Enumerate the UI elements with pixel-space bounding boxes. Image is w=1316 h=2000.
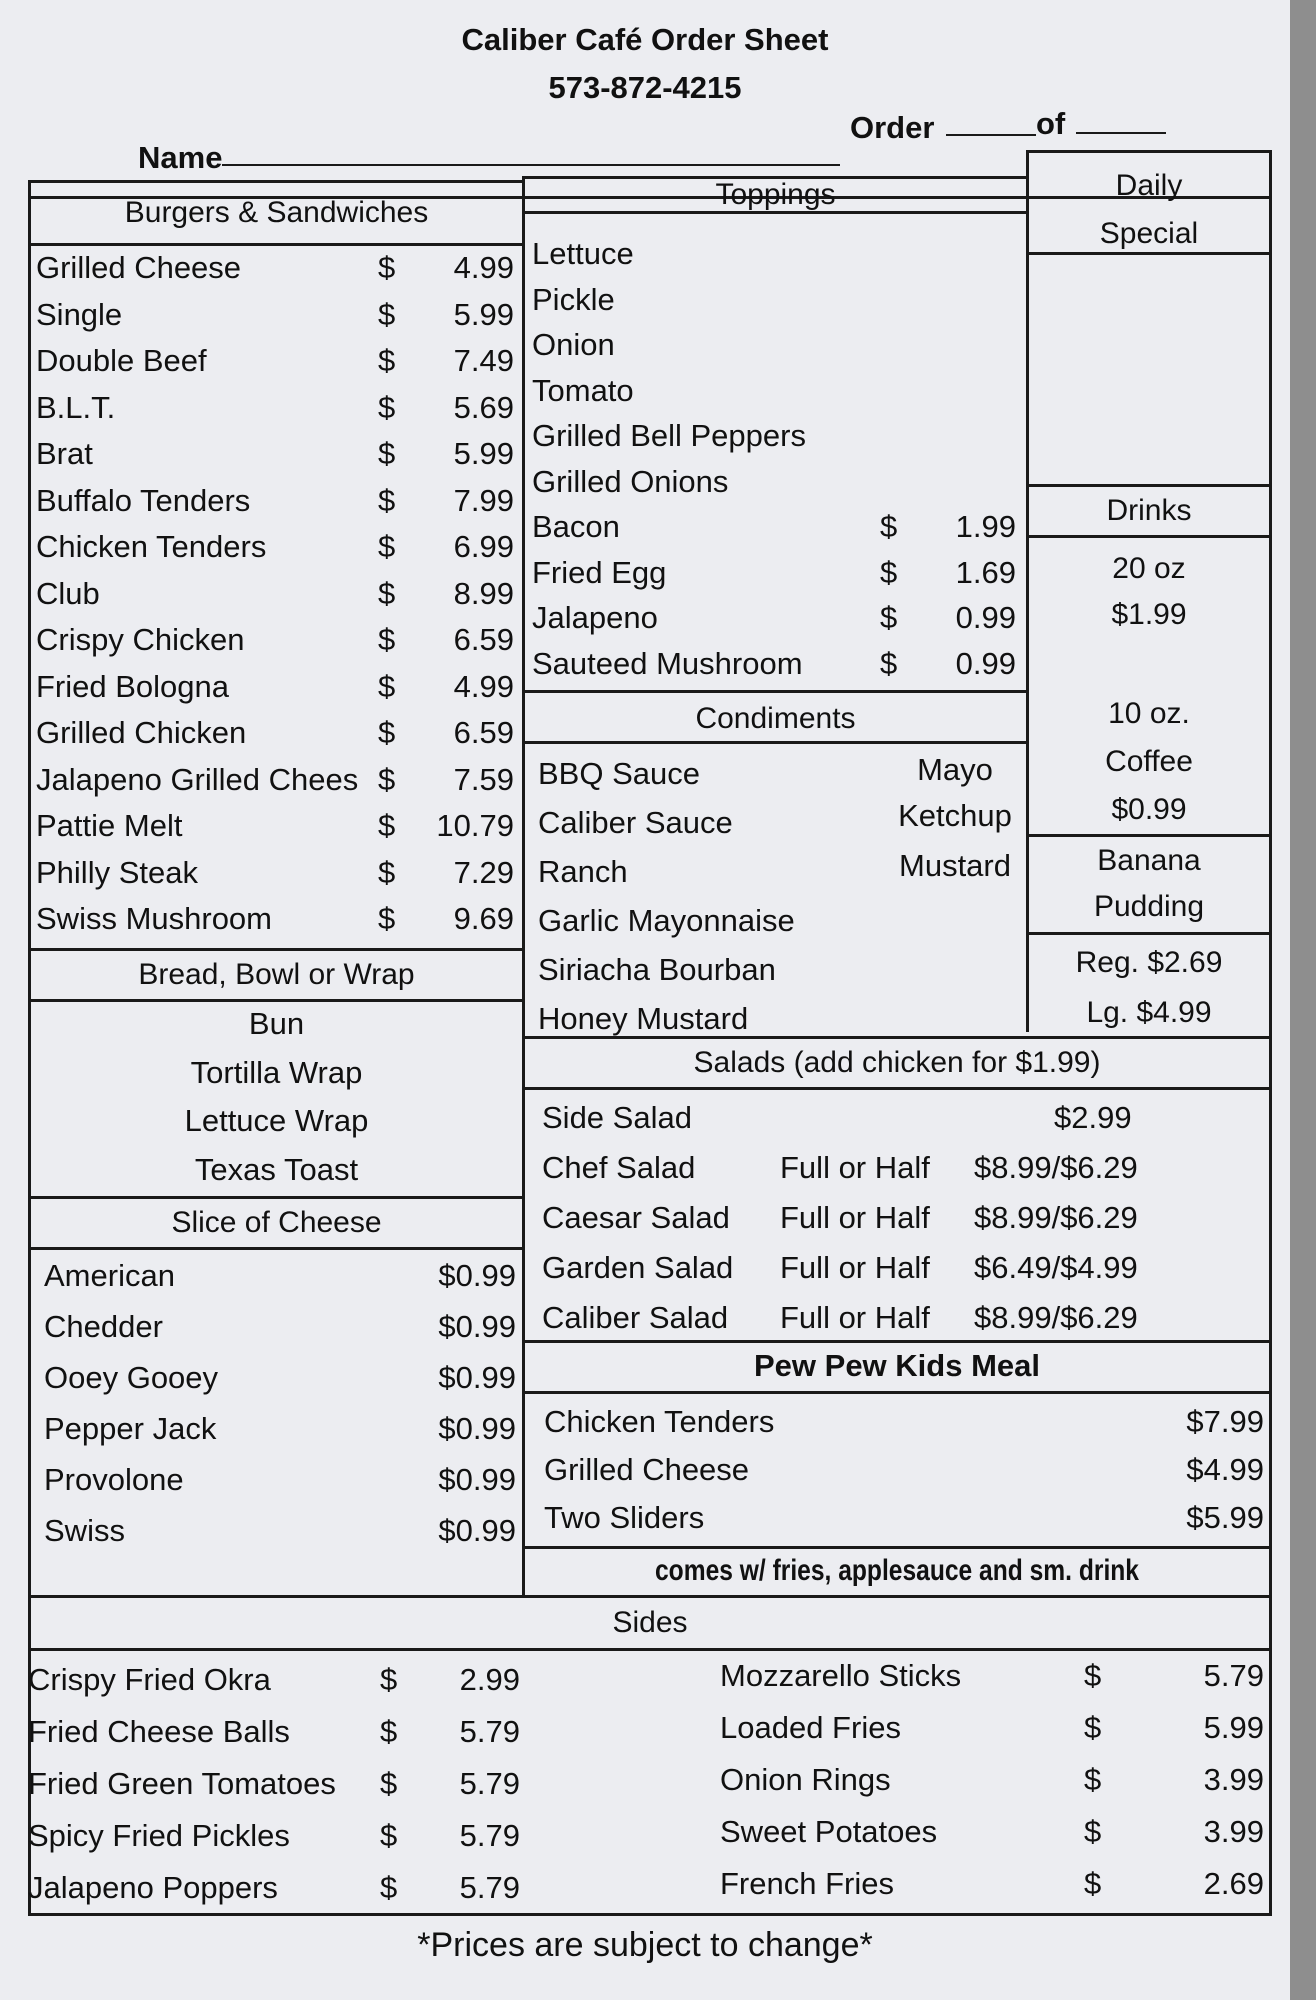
sides-header: Sides (612, 1606, 688, 1639)
bread-option: Bun (248, 1006, 305, 1041)
topping-name: Fried Egg (532, 554, 667, 590)
soda-size: 20 oz (1112, 552, 1186, 585)
menu-item-price: 7.29 (453, 854, 514, 890)
banana-pudding-prices (1026, 938, 1272, 1038)
menu-item-price: 5.99 (453, 436, 514, 471)
currency-sign: $ (378, 622, 396, 657)
side-price: 3.99 (1203, 1814, 1264, 1849)
order-total-line[interactable] (1076, 132, 1166, 134)
currency-sign: $ (1084, 1762, 1102, 1797)
menu-item-price: 10.79 (436, 808, 514, 843)
side-name: Jalapeno Poppers (28, 1870, 278, 1905)
kids-header: Pew Pew Kids Meal (754, 1348, 1040, 1383)
menu-item-price: 6.59 (453, 622, 514, 657)
topping-name: Grilled Bell Peppers (532, 418, 806, 453)
kids-item-price: $7.99 (1186, 1404, 1264, 1439)
menu-item-name: Jalapeno Grilled Chees (36, 761, 359, 797)
side-price: 3.99 (1203, 1762, 1264, 1797)
topping-name: Sauteed Mushroom (532, 645, 803, 681)
menu-item-name: Chicken Tenders (36, 529, 267, 564)
daily-special-line1: Daily (1115, 169, 1183, 202)
coffee-price: $0.99 (1111, 793, 1187, 826)
name-label: Name (138, 140, 223, 175)
currency-sign: $ (378, 761, 396, 797)
condiment-name: Honey Mustard (538, 1001, 749, 1036)
condiment-name: Ranch (538, 854, 628, 889)
currency-sign: $ (380, 1818, 398, 1853)
topping-price: 1.69 (955, 554, 1016, 590)
salad-option: Full or Half (780, 1300, 930, 1335)
condiment-name-right: Mustard (899, 848, 1011, 883)
menu-item-price: 4.99 (453, 250, 514, 285)
currency-sign: $ (378, 901, 396, 936)
cheese-header: Slice of Cheese (171, 1206, 382, 1239)
salad-name: Chef Salad (542, 1150, 696, 1185)
condiment-name: BBQ Sauce (538, 756, 700, 791)
cheese-price: $0.99 (438, 1513, 516, 1548)
salad-price: $8.99/$6.29 (974, 1300, 1138, 1335)
drinks-soda (1026, 546, 1272, 638)
currency-sign: $ (378, 482, 396, 518)
kids-note-divider (522, 1546, 1272, 1549)
toppings-header: Toppings (715, 178, 836, 211)
side-price: 5.79 (459, 1870, 520, 1905)
pudding-bottom (1026, 932, 1272, 935)
drinks-header: Drinks (1106, 494, 1192, 527)
side-price: 2.69 (1203, 1866, 1264, 1901)
drinks-coffee (1026, 690, 1272, 834)
topping-price: 0.99 (955, 645, 1016, 681)
kids-item-name: Grilled Cheese (544, 1452, 750, 1487)
order-number-line[interactable] (946, 134, 1036, 136)
currency-sign: $ (378, 389, 396, 425)
currency-sign: $ (1084, 1814, 1102, 1849)
menu-item-name: Pattie Melt (36, 808, 183, 843)
currency-sign: $ (1084, 1658, 1102, 1693)
menu-item-price: 8.99 (453, 575, 514, 611)
topping-name: Onion (532, 327, 615, 362)
topping-name: Grilled Onions (532, 463, 729, 499)
bread-option: Lettuce Wrap (184, 1103, 369, 1138)
currency-sign: $ (380, 1714, 398, 1749)
salad-price: $8.99/$6.29 (974, 1150, 1138, 1185)
menu-item-price: 6.59 (453, 715, 514, 750)
menu-item-name: B.L.T. (36, 389, 116, 425)
topping-name: Bacon (532, 509, 620, 544)
cheese-price: $0.99 (438, 1258, 516, 1293)
menu-item-name: Club (36, 575, 100, 611)
menu-item-name: Brat (36, 436, 93, 471)
menu-item-price: 7.59 (453, 761, 514, 797)
side-name: Onion Rings (720, 1762, 891, 1797)
topping-price: 0.99 (955, 600, 1016, 635)
currency-sign: $ (378, 808, 396, 843)
currency-sign: $ (880, 509, 898, 544)
banana-pudding-header (1026, 838, 1272, 930)
sheet-title: Caliber Café Order Sheet (461, 22, 829, 57)
side-name: Loaded Fries (720, 1710, 901, 1745)
daily-special-header (1026, 162, 1272, 258)
side-name: Fried Cheese Balls (28, 1714, 290, 1749)
side-name: French Fries (720, 1866, 894, 1901)
currency-sign: $ (380, 1870, 398, 1905)
menu-item-name: Swiss Mushroom (36, 901, 272, 936)
of-label: of (1036, 106, 1066, 141)
burgers-header: Burgers & Sandwiches (124, 196, 429, 229)
bread-option: Tortilla Wrap (190, 1054, 363, 1090)
menu-item-price: 5.99 (453, 296, 514, 332)
cheese-name: Swiss (44, 1513, 125, 1548)
salad-price: $6.49/$4.99 (974, 1250, 1138, 1285)
side-price: 2.99 (459, 1662, 520, 1697)
menu-item-price: 5.69 (453, 389, 514, 425)
grid-bottom (28, 1913, 1272, 1916)
menu-item-name: Crispy Chicken (36, 622, 245, 657)
condiment-name-right: Mayo (917, 752, 993, 787)
order-label: Order (850, 110, 935, 145)
side-price: 5.79 (459, 1818, 520, 1853)
soda-price: $1.99 (1111, 598, 1187, 631)
pudding-large: Lg. $4.99 (1086, 996, 1212, 1029)
menu-item-price: 6.99 (453, 529, 514, 564)
menu-item-price: 7.49 (453, 343, 514, 378)
topping-price: 1.99 (955, 509, 1016, 544)
topping-name: Pickle (532, 281, 615, 317)
condiment-name: Garlic Mayonnaise (538, 903, 795, 938)
menu-item-name: Grilled Cheese (36, 250, 242, 285)
side-name: Sweet Potatoes (720, 1814, 938, 1849)
menu-item-price: 7.99 (453, 482, 514, 518)
side-price: 5.79 (459, 1714, 520, 1749)
menu-item-name: Double Beef (36, 343, 207, 378)
topping-name: Jalapeno (532, 600, 658, 635)
pudding-regular: Reg. $2.69 (1075, 946, 1223, 979)
currency-sign: $ (378, 529, 396, 564)
condiment-name: Siriacha Bourban (538, 952, 776, 987)
topping-name: Tomato (532, 372, 634, 408)
salad-name: Side Salad (542, 1100, 692, 1135)
side-name: Crispy Fried Okra (28, 1662, 271, 1697)
banana-pudding-line1: Banana (1097, 844, 1201, 877)
salads-header: Salads (add chicken for $1.99) (693, 1046, 1101, 1079)
currency-sign: $ (380, 1766, 398, 1801)
salad-price: $2.99 (1054, 1100, 1132, 1135)
menu-item-name: Single (36, 296, 123, 332)
bread-header: Bread, Bowl or Wrap (138, 958, 415, 991)
currency-sign: $ (378, 715, 396, 750)
cheese-name: Provolone (44, 1462, 184, 1497)
salad-name: Caliber Salad (542, 1300, 729, 1335)
daily-special-divider (1026, 252, 1272, 255)
currency-sign: $ (1084, 1710, 1102, 1745)
cheese-name: Pepper Jack (44, 1411, 217, 1446)
pudding-top (1026, 834, 1272, 837)
side-name: Spicy Fried Pickles (28, 1818, 290, 1853)
bread-option: Texas Toast (194, 1151, 359, 1187)
menu-item-price: 9.69 (453, 901, 514, 936)
salad-option: Full or Half (780, 1200, 930, 1235)
topping-name: Lettuce (532, 236, 634, 271)
menu-item-name: Philly Steak (36, 854, 198, 890)
currency-sign: $ (378, 575, 396, 611)
menu-item-name: Grilled Chicken (36, 715, 247, 750)
currency-sign: $ (1084, 1866, 1102, 1901)
side-name: Fried Green Tomatoes (28, 1766, 336, 1801)
kids-item-price: $4.99 (1186, 1452, 1264, 1487)
menu-item-price: 4.99 (453, 668, 514, 704)
currency-sign: $ (378, 250, 396, 285)
kids-item-price: $5.99 (1186, 1500, 1264, 1535)
name-line[interactable] (222, 164, 840, 166)
banana-pudding-line2: Pudding (1093, 890, 1205, 923)
side-price: 5.99 (1203, 1710, 1264, 1745)
currency-sign: $ (378, 854, 396, 890)
currency-sign: $ (378, 343, 396, 378)
coffee-label: Coffee (1105, 745, 1193, 778)
salad-price: $8.99/$6.29 (974, 1200, 1138, 1235)
cheese-name: Ooey Gooey (44, 1360, 219, 1395)
side-price: 5.79 (1203, 1658, 1264, 1693)
salad-option: Full or Half (780, 1250, 930, 1285)
cheese-price: $0.99 (438, 1462, 516, 1497)
condiment-name-right: Ketchup (898, 798, 1012, 833)
cheese-price: $0.99 (438, 1360, 516, 1395)
menu-item-name: Fried Bologna (36, 668, 230, 704)
special-top (1026, 150, 1272, 153)
price-disclaimer: *Prices are subject to change* (417, 1926, 873, 1964)
daily-special-line2: Special (1099, 217, 1199, 250)
condiments-header: Condiments (695, 702, 856, 735)
currency-sign: $ (378, 436, 396, 471)
currency-sign: $ (880, 645, 898, 681)
menu-item-name: Buffalo Tenders (36, 482, 251, 518)
coffee-size: 10 oz. (1108, 697, 1190, 730)
salad-option: Full or Half (780, 1150, 930, 1185)
condiment-name: Caliber Sauce (538, 805, 733, 840)
cheese-price: $0.99 (438, 1309, 516, 1344)
phone-number: 573-872-4215 (548, 70, 742, 105)
currency-sign: $ (378, 668, 396, 704)
currency-sign: $ (378, 296, 396, 332)
currency-sign: $ (880, 600, 898, 635)
salad-name: Caesar Salad (542, 1200, 730, 1235)
cheese-name: Chedder (44, 1309, 163, 1344)
side-price: 5.79 (459, 1766, 520, 1801)
cheese-name: American (44, 1258, 175, 1293)
kids-item-name: Two Sliders (544, 1500, 705, 1535)
kids-note: comes w/ fries, applesauce and sm. drink (654, 1554, 1139, 1587)
side-name: Mozzarello Sticks (720, 1658, 962, 1693)
kids-item-name: Chicken Tenders (544, 1404, 775, 1439)
currency-sign: $ (880, 554, 898, 590)
salad-name: Garden Salad (542, 1250, 734, 1285)
cheese-price: $0.99 (438, 1411, 516, 1446)
currency-sign: $ (380, 1662, 398, 1697)
